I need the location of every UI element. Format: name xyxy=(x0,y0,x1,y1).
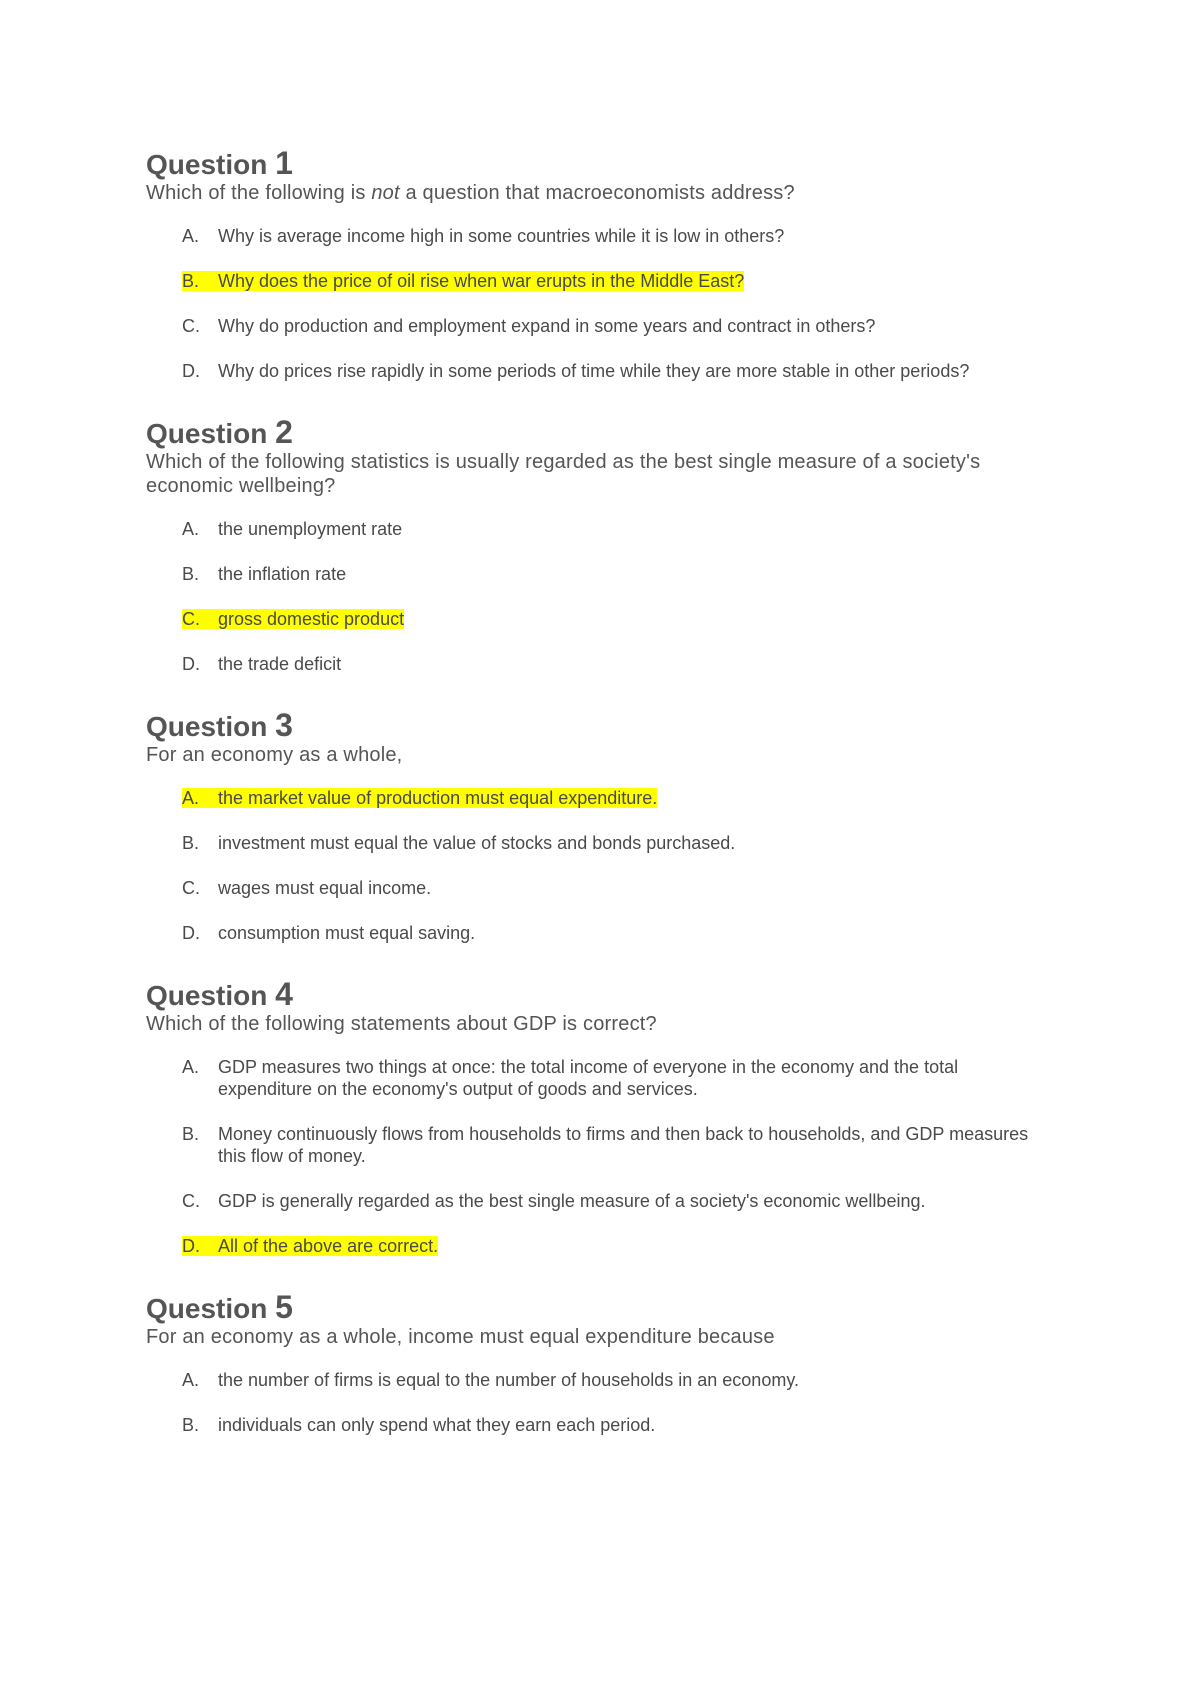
question-title: Question 2 xyxy=(146,414,293,450)
question-title: Question 4 xyxy=(146,976,293,1012)
answer-options xyxy=(146,1056,1066,1257)
question-stem: Which of the following is not a question that macroeconomists address? xyxy=(146,182,795,204)
answer-option-highlighted[interactable]: B. Why does the price of oil rise when war erupts in the Middle East? xyxy=(182,271,745,291)
answer-option-highlighted[interactable]: D. All of the above are correct. xyxy=(182,1236,439,1256)
question-title: Question 5 xyxy=(146,1289,293,1325)
answer-option[interactable]: A. Why is average income high in some countries while it is low in others? xyxy=(182,226,785,246)
question-stem: Which of the following statements about GDP is correct? xyxy=(146,1013,657,1035)
answer-option[interactable]: A. the number of firms is equal to the number of households in an economy. xyxy=(182,1370,799,1390)
answer-option[interactable]: D. consumption must equal saving. xyxy=(182,923,476,943)
question-title: Question 1 xyxy=(146,145,293,181)
answer-option[interactable]: C. wages must equal income. xyxy=(182,878,432,898)
answer-option[interactable]: D. Why do prices rise rapidly in some periods of time while they are more stable in other periods? xyxy=(182,361,970,381)
answer-option[interactable]: A. the unemployment rate xyxy=(182,519,403,539)
answer-option[interactable]: C. GDP is generally regarded as the best single measure of a society's economic wellbeing. xyxy=(182,1191,926,1211)
answer-option[interactable]: B. individuals can only spend what they earn each period. xyxy=(182,1415,656,1435)
question-4 xyxy=(146,978,1066,1257)
question-3 xyxy=(146,709,1066,944)
answer-option[interactable]: A. GDP measures two things at once: the total income of everyone in the economy and the total expenditure on the economy's output of goods and services. xyxy=(182,1057,959,1099)
question-stem: For an economy as a whole, xyxy=(146,744,403,766)
question-1 xyxy=(146,147,1066,382)
answer-option[interactable]: B. investment must equal the value of stocks and bonds purchased. xyxy=(182,833,736,853)
question-2 xyxy=(146,416,1066,675)
answer-option[interactable]: B. Money continuously flows from households to firms and then back to households, and GDP measures this flow of money. xyxy=(182,1124,1029,1166)
answer-options xyxy=(146,787,1066,944)
answer-options xyxy=(146,518,1066,675)
question-stem: Which of the following statistics is usually regarded as the best single measure of a society's economic wellbeing? xyxy=(146,451,981,497)
answer-option[interactable]: C. Why do production and employment expand in some years and contract in others? xyxy=(182,316,876,336)
answer-option[interactable]: B. the inflation rate xyxy=(182,564,347,584)
question-stem: For an economy as a whole, income must equal expenditure because xyxy=(146,1326,775,1348)
answer-option-highlighted[interactable]: C. gross domestic product xyxy=(182,609,405,629)
answer-option-highlighted[interactable]: A. the market value of production must equal expenditure. xyxy=(182,788,658,808)
question-5 xyxy=(146,1291,1066,1436)
answer-options xyxy=(146,225,1066,382)
answer-options xyxy=(146,1369,1066,1436)
answer-option[interactable]: D. the trade deficit xyxy=(182,654,342,674)
question-title: Question 3 xyxy=(146,707,293,743)
document-page xyxy=(146,147,1066,1470)
